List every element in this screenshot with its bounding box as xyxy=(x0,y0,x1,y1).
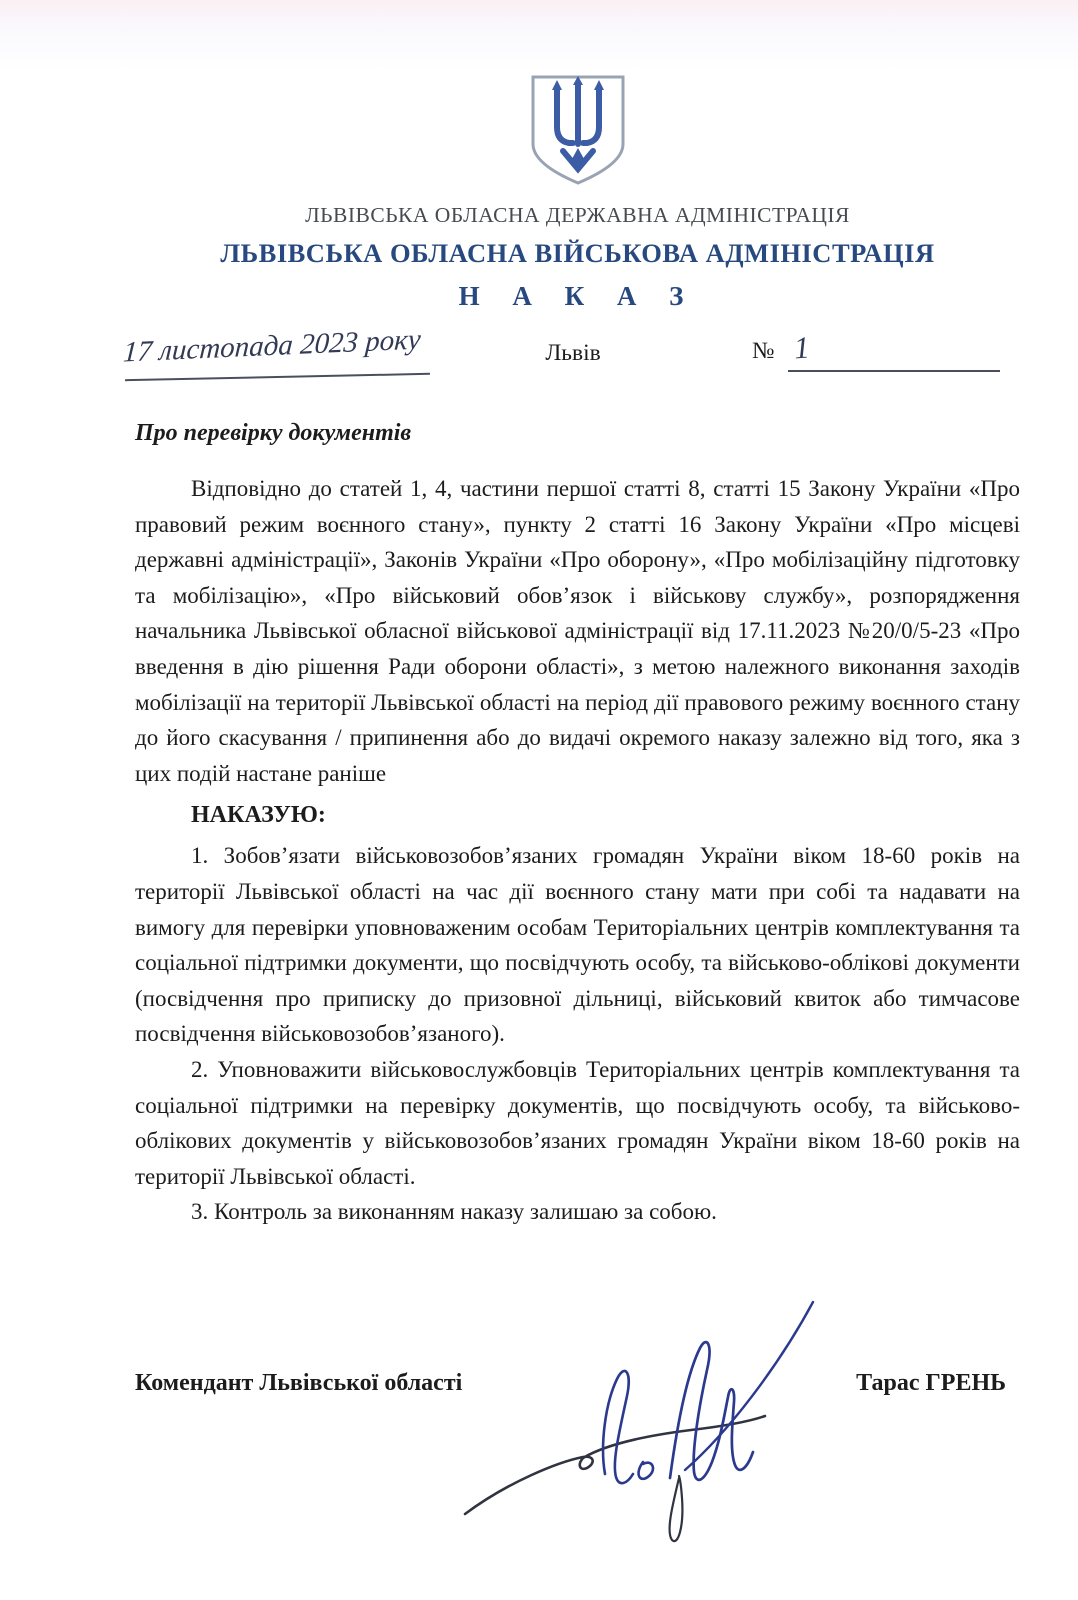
ukraine-trident-icon xyxy=(526,175,630,192)
city-label: Львів xyxy=(545,340,601,366)
handwritten-number: 1 xyxy=(792,329,811,366)
document-number-group xyxy=(752,329,1002,366)
emblem-area xyxy=(135,72,1020,193)
handwritten-date: 17 листопада 2023 року xyxy=(122,323,422,369)
date-underline xyxy=(125,373,430,381)
order-item-1: 1. Зобов’язати військовозобов’язаних громадян України віком 18-60 років на території Львівської області на час дії воєнного стану мати при собі та надавати на вимогу для перевірки уповноваженим особам Територіальних центрів комплектування та соціальної підтримки документи, що посвідчують особу, та військово-облікові документи (посвідчення про приписку до призовної дільниці, військовий квиток або тимчасове посвідчення військовозобов’язаного). xyxy=(135,843,1020,1047)
number-sign: № xyxy=(752,338,775,364)
order-heading: НАКАЗУЮ: xyxy=(191,802,326,829)
document-body xyxy=(135,471,1020,1230)
number-underline xyxy=(788,370,1000,372)
header-state-administration: ЛЬВІВСЬКА ОБЛАСНА ДЕРЖАВНА АДМІНІСТРАЦІЯ xyxy=(305,203,850,227)
signatory-name: Тарас ГРЕНЬ xyxy=(856,1369,1006,1396)
handwritten-signature-icon xyxy=(453,1286,833,1561)
header-military-administration: ЛЬВІВСЬКА ОБЛАСНА ВІЙСЬКОВА АДМІНІСТРАЦІЯ xyxy=(220,238,935,268)
preamble-paragraph: Відповідно до статей 1, 4, частини першої статті 8, статті 15 Закону України «Про правовий режим воєнного стану», пункту 2 статті 16 Закону України «Про місцеві державні адміністрації», Законів України «Про оборону», «Про мобілізаційну підготовку та мобілізацію», «Про військовий обов’язок і військову службу», розпорядження начальника Львівської обласної військової адміністрації від 17.11.2023 №20/0/5-23 «Про введення в дію рішення Ради оборони області», з метою належного виконання заходів мобілізації на території Львівської області на період дії правового режиму воєнного стану до його скасування / припинення або до видачі окремого наказу залежно від того, яка з цих подій настане раніше xyxy=(135,476,1020,786)
subject-line: Про перевірку документів xyxy=(135,420,412,446)
signatory-title: Комендант Львівської області xyxy=(135,1369,463,1396)
document-type-title: Н А К А З xyxy=(458,281,697,311)
date-row xyxy=(122,323,1020,404)
scan-tint xyxy=(0,0,1078,70)
order-item-2: 2. Уповноважити військовослужбовців Територіальних центрів комплектування та соціальної підтримки на перевірку документів, що посвідчують особу, та військово-облікових документів у військовозобов’язаних громадян України віком 18-60 років на території Львівської області. xyxy=(135,1056,1020,1189)
order-item-3: 3. Контроль за виконанням наказу залишаю за собою. xyxy=(191,1199,717,1225)
signature-block xyxy=(135,1288,1020,1588)
